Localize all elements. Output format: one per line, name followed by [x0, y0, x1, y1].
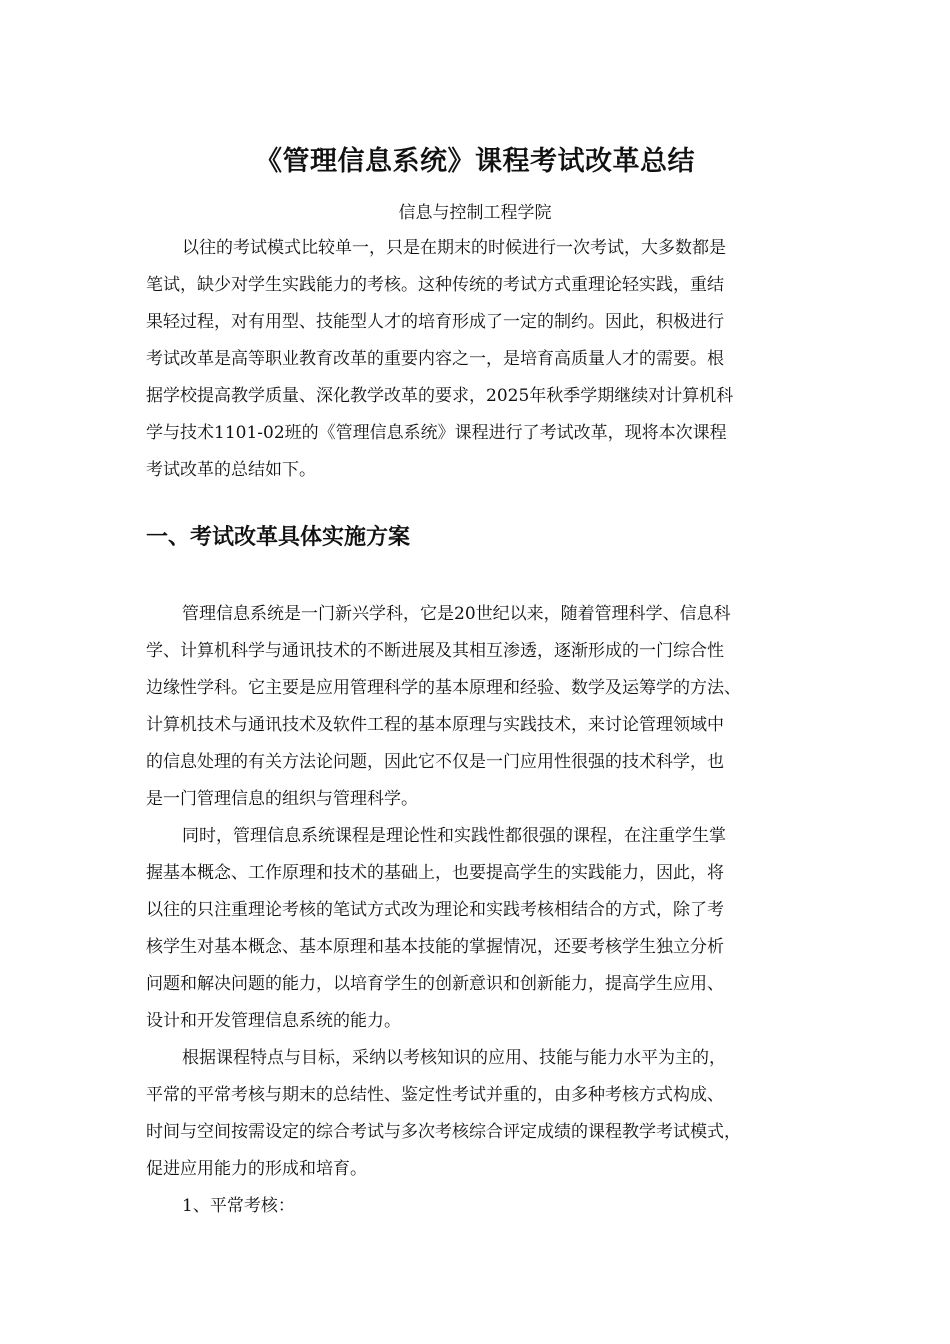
paragraph-line: 根据课程特点与目标，采纳以考核知识的应用、技能与能力水平为主的，	[182, 1048, 726, 1068]
intro-line: 以往的考试模式比较单一，只是在期末的时候进行一次考试，大多数都是	[182, 238, 726, 258]
paragraph-line: 计算机技术与通讯技术及软件工程的基本原理与实践技术，来讨论管理领域中	[146, 715, 724, 735]
intro-line: 考试改革是高等职业教育改革的重要内容之一，是培育高质量人才的需要。根	[146, 349, 724, 369]
paragraph-line: 边缘性学科。它主要是应用管理科学的基本原理和经验、数学及运筹学的方法、	[146, 678, 741, 698]
document-title: 《管理信息系统》课程考试改革总结	[255, 146, 695, 177]
paragraph-line: 时间与空间按需设定的综合考试与多次考核综合评定成绩的课程教学考试模式，	[146, 1122, 741, 1142]
paragraph-line: 的信息处理的有关方法论问题，因此它不仅是一门应用性很强的技术科学，也	[146, 752, 724, 772]
intro-line: 果轻过程，对有用型、技能型人才的培育形成了一定的制约。因此，积极进行	[146, 312, 724, 332]
paragraph-line: 平常的平常考核与期末的总结性、鉴定性考试并重的，由多种考核方式构成、	[146, 1085, 724, 1105]
paragraph-line: 握基本概念、工作原理和技术的基础上，也要提高学生的实践能力，因此，将	[146, 863, 724, 883]
paragraph-line: 同时，管理信息系统课程是理论性和实践性都很强的课程，在注重学生掌	[182, 826, 726, 846]
paragraph-line: 以往的只注重理论考核的笔试方式改为理论和实践考核相结合的方式，除了考	[146, 900, 724, 920]
paragraph-line: 促进应用能力的形成和培育。	[146, 1159, 367, 1179]
paragraph-line: 管理信息系统是一门新兴学科，它是20世纪以来，随着管理科学、信息科	[182, 604, 731, 624]
paragraph-line: 设计和开发管理信息系统的能力。	[146, 1011, 401, 1031]
paragraph-line: 核学生对基本概念、基本原理和基本技能的掌握情况，还要考核学生独立分析	[146, 937, 724, 957]
paragraph-line: 是一门管理信息的组织与管理科学。	[146, 789, 418, 809]
paragraph-line: 学、计算机科学与通讯技术的不断进展及其相互渗透，逐渐形成的一门综合性	[146, 641, 724, 661]
intro-line: 学与技术1101-02班的《管理信息系统》课程进行了考试改革，现将本次课程	[146, 423, 727, 443]
intro-line: 笔试，缺少对学生实践能力的考核。这种传统的考试方式重理论轻实践，重结	[146, 275, 724, 295]
intro-line: 考试改革的总结如下。	[146, 460, 316, 480]
list-item: 1、平常考核：	[182, 1196, 295, 1216]
section-heading: 一、考试改革具体实施方案	[146, 524, 411, 550]
intro-line: 据学校提高教学质量、深化教学改革的要求，2025年秋季学期继续对计算机科	[146, 386, 734, 406]
document-subtitle: 信息与控制工程学院	[398, 203, 552, 223]
paragraph-line: 问题和解决问题的能力，以培育学生的创新意识和创新能力，提高学生应用、	[146, 974, 724, 994]
